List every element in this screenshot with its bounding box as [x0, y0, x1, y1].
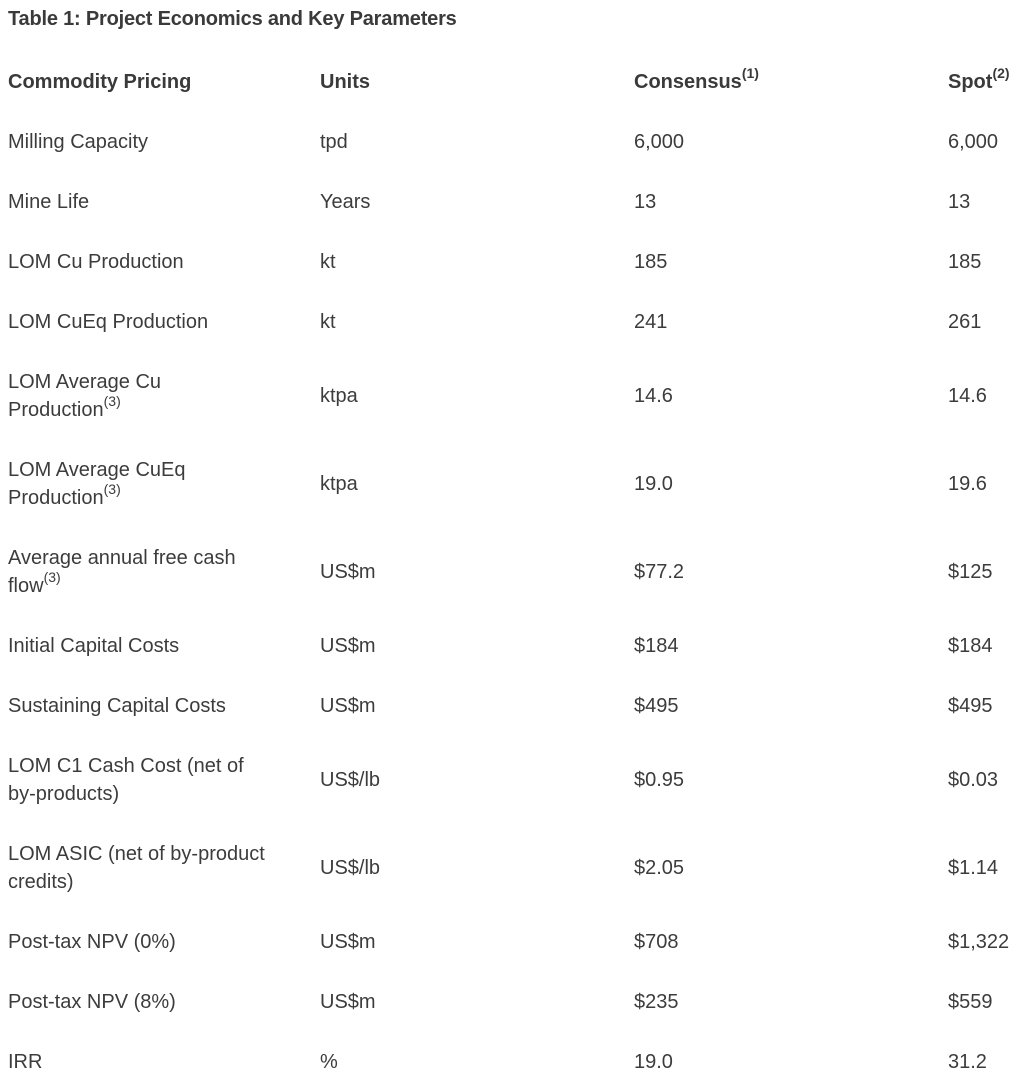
row-consensus-value: 185: [634, 251, 668, 273]
row-label: Sustaining Capital Costs: [8, 695, 226, 717]
project-economics-table: [0, 52, 1032, 1092]
row-consensus-value: $235: [634, 991, 679, 1013]
row-units: Years: [320, 191, 371, 213]
row-spot-value: 185: [948, 251, 982, 273]
row-consensus-value: 6,000: [634, 131, 685, 153]
row-consensus-value: 13: [634, 191, 657, 213]
row-units: US$m: [320, 695, 376, 717]
row-label: Post-tax NPV (0%): [8, 931, 176, 953]
row-consensus-value: $708: [634, 931, 679, 953]
row-consensus-value: $0.95: [634, 769, 685, 791]
row-consensus-value: 19.0: [634, 473, 673, 495]
table-row: [0, 676, 1032, 736]
row-units: kt: [320, 311, 336, 333]
row-consensus-value: $495: [634, 695, 679, 717]
table-row: [0, 440, 1032, 528]
row-consensus-value: $184: [634, 635, 679, 657]
row-label: LOM Cu Production: [8, 251, 184, 273]
footnote-marker: (2): [992, 65, 1010, 82]
table-row: [0, 112, 1032, 172]
row-units: US$/lb: [320, 769, 381, 791]
row-consensus-value: 19.0: [634, 1051, 673, 1073]
row-spot-value: 6,000: [948, 131, 999, 153]
table-row: [0, 972, 1032, 1032]
row-label: Mine Life: [8, 191, 90, 213]
row-consensus-value: 14.6: [634, 385, 673, 407]
table-row: [0, 1032, 1032, 1092]
row-label: Average annual free cash flow$^{(3)}$: [8, 547, 236, 597]
row-label: LOM CuEq Production: [8, 311, 209, 333]
row-units: US$m: [320, 991, 376, 1013]
footnote-marker: (3): [103, 393, 121, 410]
table-header-row: [0, 52, 1032, 112]
row-spot-value: 13: [948, 191, 971, 213]
table-row: [0, 172, 1032, 232]
row-consensus-value: $77.2: [634, 561, 685, 583]
row-spot-value: 14.6: [948, 385, 987, 407]
table-row: [0, 232, 1032, 292]
table-row: [0, 912, 1032, 972]
row-spot-value: 19.6: [948, 473, 987, 495]
header-units: Units: [320, 71, 370, 93]
row-spot-value: $184: [948, 635, 993, 657]
row-spot-value: 261: [948, 311, 982, 333]
table-row: [0, 352, 1032, 440]
table-title: Table 1: Project Economics and Key Parameters: [8, 8, 457, 30]
row-units: kt: [320, 251, 336, 273]
row-label: Initial Capital Costs: [8, 635, 180, 657]
table-row: [0, 528, 1032, 616]
row-label: Milling Capacity: [8, 131, 149, 153]
table-row: [0, 736, 1032, 824]
row-units: US$m: [320, 635, 376, 657]
row-units: US$m: [320, 931, 376, 953]
row-units: %: [320, 1051, 338, 1073]
row-label: IRR: [8, 1051, 43, 1073]
row-units: US$/lb: [320, 857, 381, 879]
row-spot-value: $125: [948, 561, 993, 583]
header-consensus: Consensus$^{(1)}$: [634, 65, 759, 93]
header-spot: Spot$^{(2)}$: [948, 65, 1010, 93]
table-row: [0, 292, 1032, 352]
row-spot-value: $1.14: [948, 857, 999, 879]
row-spot-value: $559: [948, 991, 993, 1013]
row-label: LOM ASIC (net of by-product credits): [8, 843, 265, 893]
row-label: LOM Average Cu Production$^{(3)}$: [8, 371, 162, 421]
row-spot-value: $1,322: [948, 931, 1010, 953]
footnote-marker: (3): [43, 569, 61, 586]
row-label: Post-tax NPV (8%): [8, 991, 176, 1013]
row-label: LOM Average CuEq Production$^{(3)}$: [8, 459, 186, 509]
row-label: LOM C1 Cash Cost (net of by-products): [8, 755, 244, 805]
row-units: US$m: [320, 561, 376, 583]
header-commodity-pricing: Commodity Pricing: [8, 71, 192, 93]
row-consensus-value: $2.05: [634, 857, 685, 879]
row-units: ktpa: [320, 473, 358, 495]
row-spot-value: 31.2: [948, 1051, 987, 1073]
table-row: [0, 616, 1032, 676]
row-spot-value: $0.03: [948, 769, 999, 791]
row-units: tpd: [320, 131, 348, 153]
table-row: [0, 824, 1032, 912]
footnote-marker: (1): [741, 65, 759, 82]
row-consensus-value: 241: [634, 311, 668, 333]
row-spot-value: $495: [948, 695, 993, 717]
row-units: ktpa: [320, 385, 358, 407]
footnote-marker: (3): [103, 481, 121, 498]
